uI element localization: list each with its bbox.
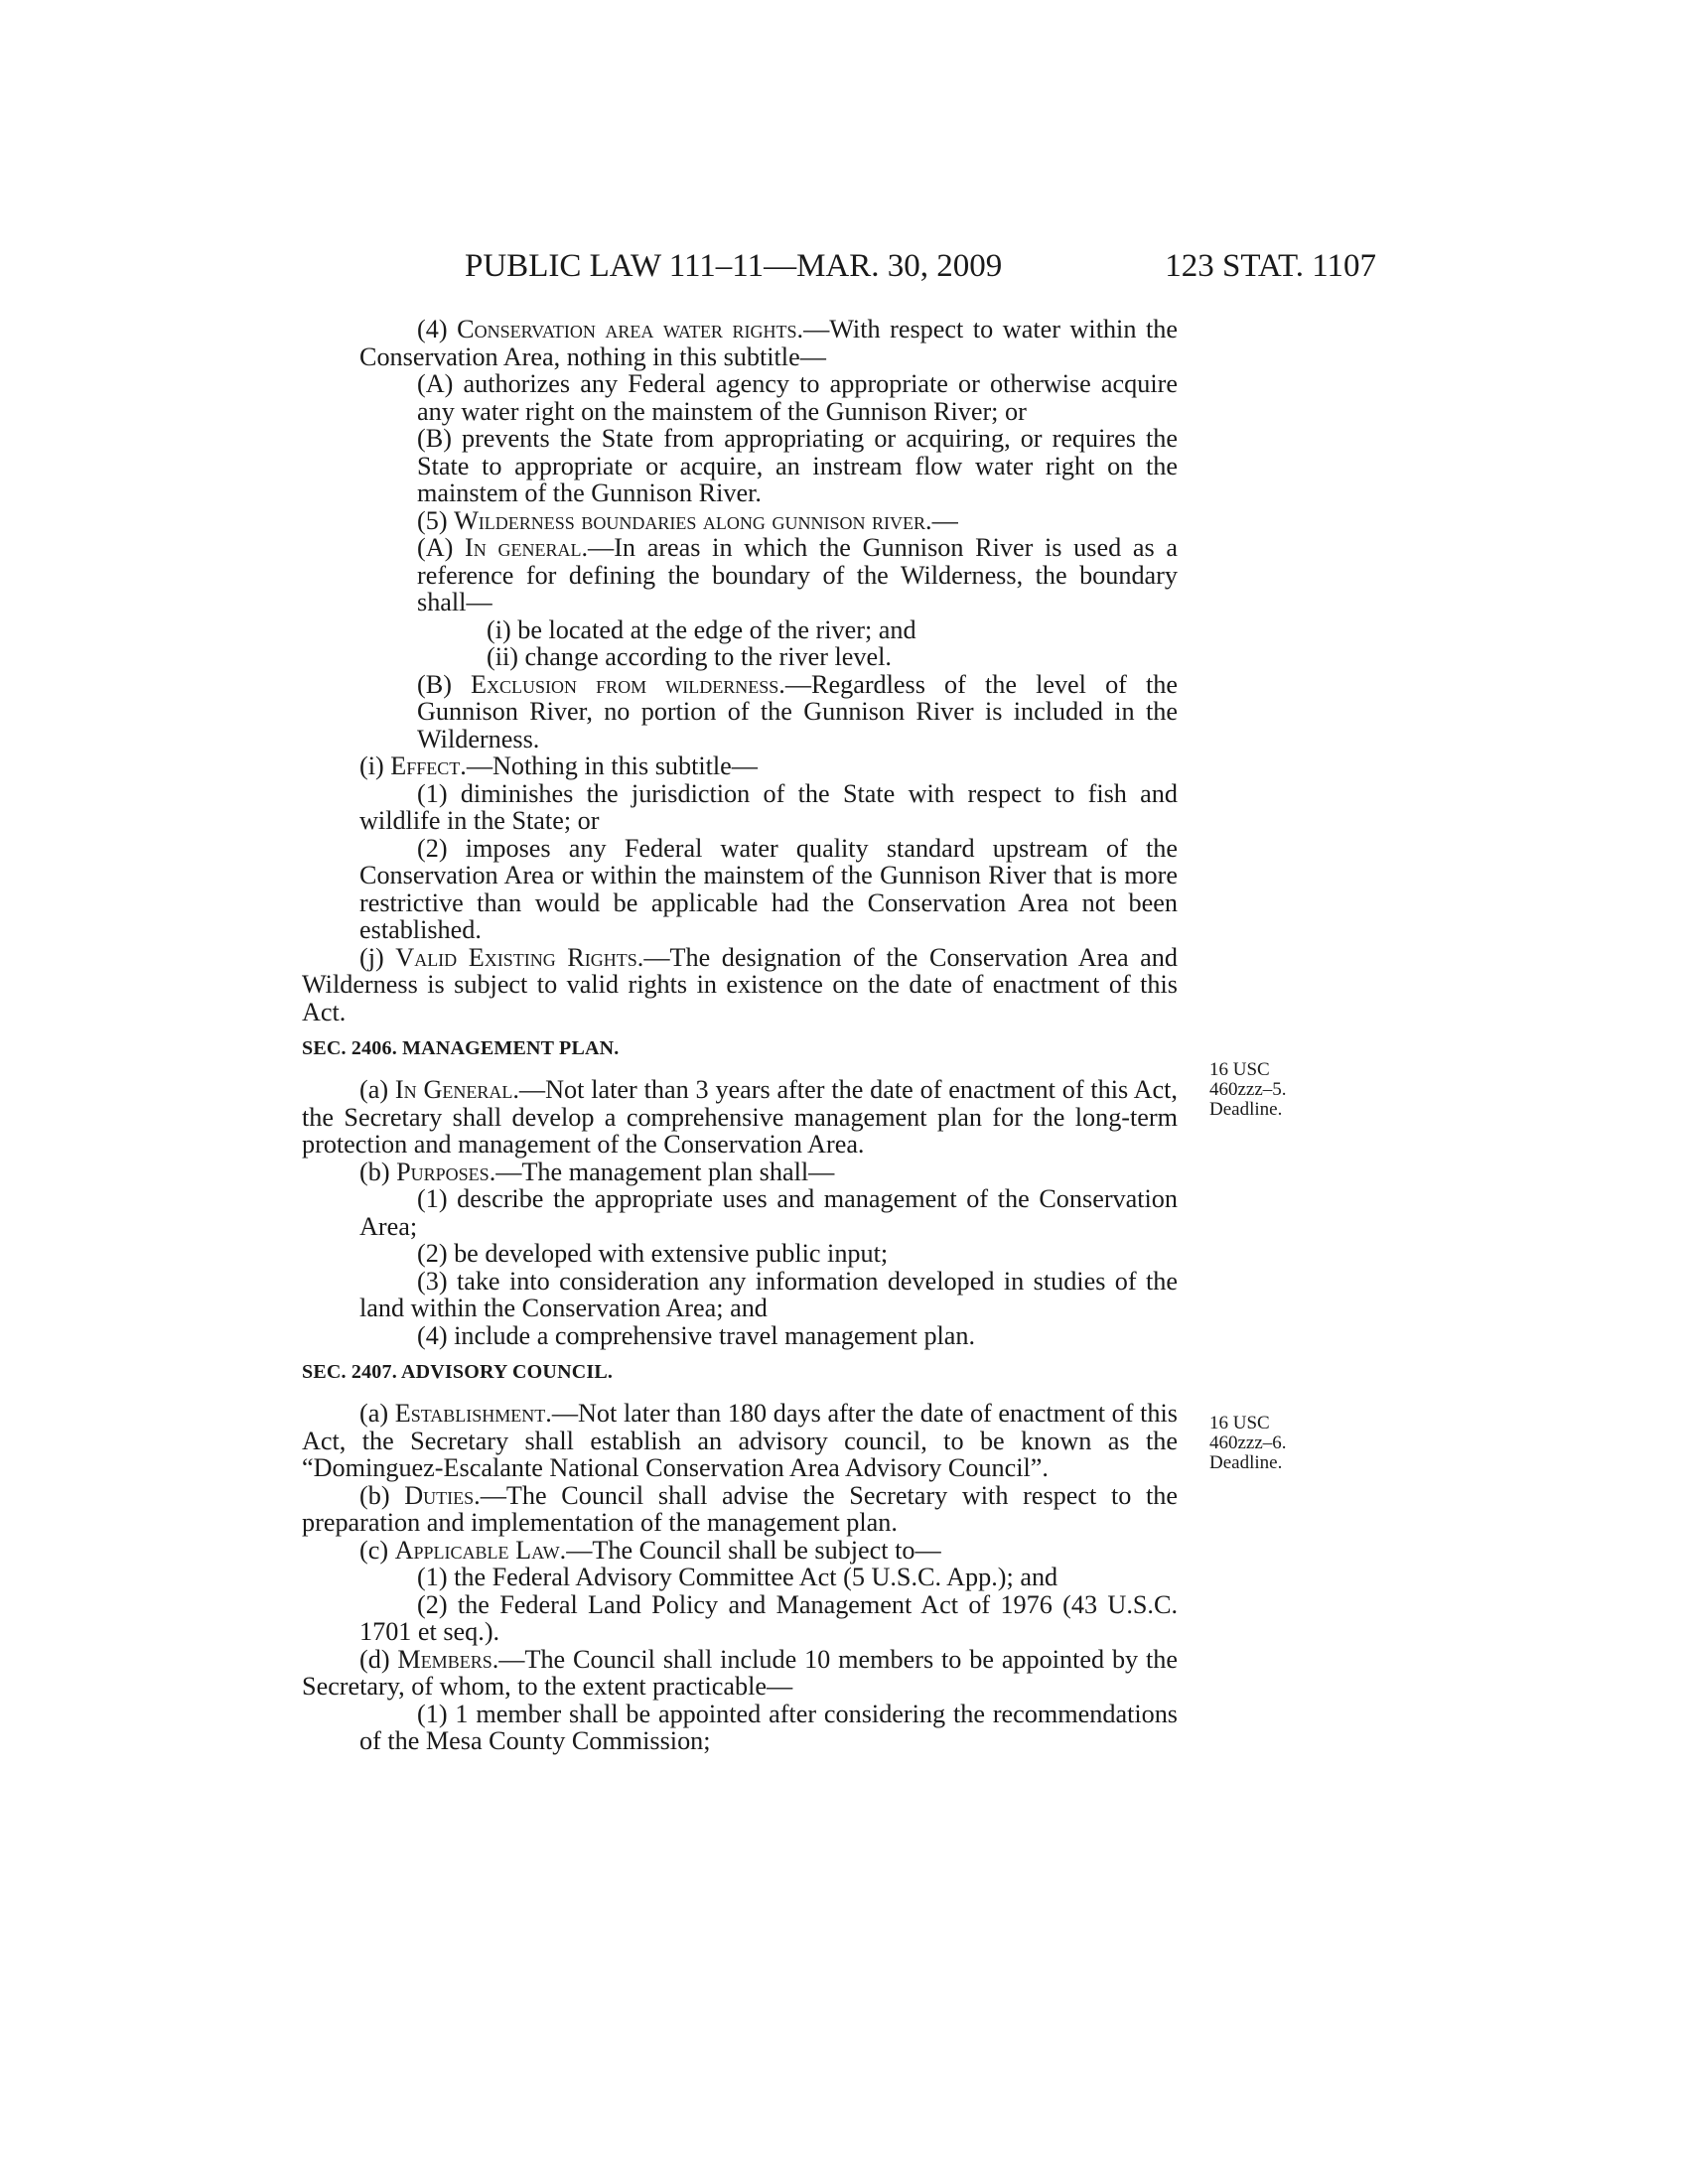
running-head-title: PUBLIC LAW 111–11—MAR. 30, 2009 <box>465 248 1003 284</box>
section-2407-c1: (1) the Federal Advisory Committee Act (5 U.S.C. App.); and <box>417 1563 1058 1591</box>
paragraph-heading: Duties <box>404 1480 475 1510</box>
paragraph-5: (5) Wilderness boundaries along gunnison river.— <box>417 505 958 535</box>
section-2407-heading: SEC. 2407. ADVISORY COUNCIL. <box>302 1361 614 1383</box>
paragraph-heading: Applicable Law <box>394 1535 560 1565</box>
section-2406-heading: SEC. 2406. MANAGEMENT PLAN. <box>302 1037 620 1059</box>
section-2407-a: (a) Establishment.—Not later than 180 days after the date of enactment of this Act, the Secretary shall establish an advisory council, to be known as the “Dominguez-Escalante National Conservation Area Advisory Council”. <box>302 1399 1178 1482</box>
clause-5Ai: (i) be located at the edge of the river; and <box>487 614 916 644</box>
paragraph-4: (4) Conservation area water rights.—With respect to water within the Conservation Area, nothing in this subtitle— <box>359 315 1178 371</box>
subparagraph-4B: (B) prevents the State from appropriating or acquiring, or requires the State to appropriate or acquire, an instream flow water right on the mainstem of the Gunnison River. <box>417 424 1178 507</box>
section-2406-a: (a) In General.—Not later than 3 years after the date of enactment of this Act, the Secretary shall develop a comprehensive management plan for the long-term protection and management of the Conservation Area. <box>302 1075 1178 1159</box>
statute-page-number: 123 STAT. 1107 <box>1165 248 1376 284</box>
section-2407-c: (c) Applicable Law.—The Council shall be subject to— <box>359 1535 941 1565</box>
margin-note-line: Deadline. <box>1209 1099 1283 1120</box>
paragraph-heading: Valid Existing Rights <box>395 942 637 972</box>
section-2407-b: (b) Duties.—The Council shall advise the Secretary with respect to the preparation and implementation of the management plan. <box>302 1480 1178 1537</box>
margin-note-2406 <box>1209 1060 1329 1120</box>
section-2407-d: (d) Members.—The Council shall include 10 members to be appointed by the Secretary, of whom, to the extent practicable— <box>302 1644 1178 1701</box>
section-2407-c2: (2) the Federal Land Policy and Management Act of 1976 (43 U.S.C. 1701 et seq.). <box>359 1589 1178 1646</box>
paragraph-heading: Purposes <box>396 1157 490 1186</box>
document-body <box>302 316 1178 1755</box>
paragraph-i2: (2) imposes any Federal water quality standard upstream of the Conservation Area or within the mainstem of the Gunnison River that is more restrictive than would be applicable had the Conservation Area not been established. <box>359 833 1178 944</box>
section-2406-b4: (4) include a comprehensive travel management plan. <box>417 1320 976 1350</box>
paragraph-heading: Conservation area water rights <box>457 315 797 343</box>
margin-note-line: Deadline. <box>1209 1452 1283 1473</box>
subsection-j: (j) Valid Existing Rights.—The designation of the Conservation Area and Wilderness is subject to valid rights in existence on the date of enactment of this Act. <box>302 942 1178 1026</box>
paragraph-heading: Establishment <box>394 1399 546 1428</box>
paragraph-heading: Exclusion from wilderness <box>471 669 779 699</box>
paragraph-heading: Members <box>397 1644 492 1674</box>
section-2406-b: (b) Purposes.—The management plan shall— <box>359 1157 835 1186</box>
section-2406-b1: (1) describe the appropriate uses and management of the Conservation Area; <box>359 1184 1178 1241</box>
paragraph-heading: In general <box>465 533 582 562</box>
paragraph-i1: (1) diminishes the jurisdiction of the State with respect to fish and wildlife in the State; or <box>359 778 1178 835</box>
margin-note-line: 460zzz–6. <box>1209 1433 1287 1453</box>
margin-note-line: 16 USC <box>1209 1413 1270 1433</box>
subparagraph-4A: (A) authorizes any Federal agency to appropriate or otherwise acquire any water right on the mainstem of the Gunnison River; or <box>417 369 1178 426</box>
margin-note-line: 16 USC <box>1209 1059 1270 1080</box>
paragraph-heading: Effect <box>390 751 461 780</box>
section-2407-d1: (1) 1 member shall be appointed after considering the recommendations of the Mesa County Commission; <box>359 1699 1178 1755</box>
margin-note-2407 <box>1209 1414 1329 1473</box>
paragraph-heading: In General <box>394 1075 513 1104</box>
section-2406-b3: (3) take into consideration any information developed in studies of the land within the Conservation Area; and <box>359 1266 1178 1322</box>
subparagraph-5A: (A) In general.—In areas in which the Gunnison River is used as a reference for defining the boundary of the Wilderness, the boundary shall— <box>417 533 1178 616</box>
paragraph-heading: Wilderness boundaries along gunnison river <box>454 505 926 535</box>
clause-5Aii: (ii) change according to the river level. <box>487 642 892 671</box>
subsection-i: (i) Effect.—Nothing in this subtitle— <box>359 751 758 780</box>
subparagraph-5B: (B) Exclusion from wilderness.—Regardless of the level of the Gunnison River, no portion of the Gunnison River is included in the Wilderness. <box>417 669 1178 753</box>
section-2406-b2: (2) be developed with extensive public input; <box>417 1239 889 1268</box>
margin-note-line: 460zzz–5. <box>1209 1079 1287 1100</box>
